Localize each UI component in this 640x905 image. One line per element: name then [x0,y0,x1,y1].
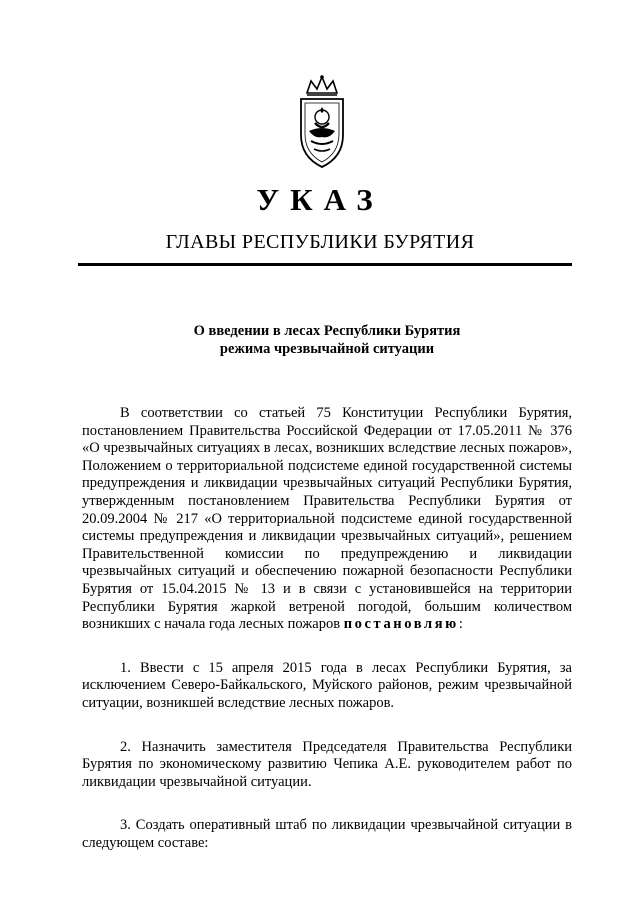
decree-heading-line-2: режима чрезвычайной ситуации [219,341,435,357]
decree-heading-line-1: О введении в лесах Республики Бурятия [193,323,461,339]
coat-of-arms-icon [295,73,349,169]
decree-colon: : [458,616,463,633]
decree-body [82,405,572,878]
document-subtitle: ГЛАВЫ РЕСПУБЛИКИ БУРЯТИЯ [165,231,475,253]
header-divider [78,263,572,266]
item-2-paragraph: 2. Назначить заместителя Председателя Правительства Республики Бурятия по экономическому развитию Чепика А.Е. руководителем работ по ликвидации чрезвычайной ситуации. [82,738,572,790]
decree-word: постановляю [343,616,459,633]
intro-text: В соответствии со статьей 75 Конституции Республики Бурятия, постановлением Правительства Российской Федерации от 17.05.2011 № 376 «О чрезвычайных ситуациях в лесах, возникших вследствие лесных пожаров», Положением о территориальной подсистеме единой государственной системы предупреждения и ликвидации чрезвычайных ситуаций Республики Бурятия, утвержденным постановлением Правительства Республики Бурятия от 20.09.2004 № 217 «О территориальной подсистеме единой государственной системы предупреждения и ликвидации чрезвычайных ситуаций», решением Правительственной комиссии по предупреждению и ликвидации чрезвычайных ситуаций и обеспечению пожарной безопасности Республики Бурятия от 15.04.2015 № 13 и в связи с установившейся на территории Республики Бурятия жаркой ветреной погодой, большим количеством возникших с начала года лесных пожаров [82,405,572,633]
document-title: УКАЗ [256,182,384,217]
decree-heading [80,322,574,358]
item-1-paragraph: 1. Ввести с 15 апреля 2015 года в лесах Республики Бурятия, за исключением Северо-Байкальского, Муйского районов, режим чрезвычайной ситуации, возникшей вследствие лесных пожаров. [82,659,572,711]
item-3-paragraph: 3. Создать оперативный штаб по ликвидации чрезвычайной ситуации в следующем составе: [82,817,572,851]
intro-paragraph [82,405,572,634]
